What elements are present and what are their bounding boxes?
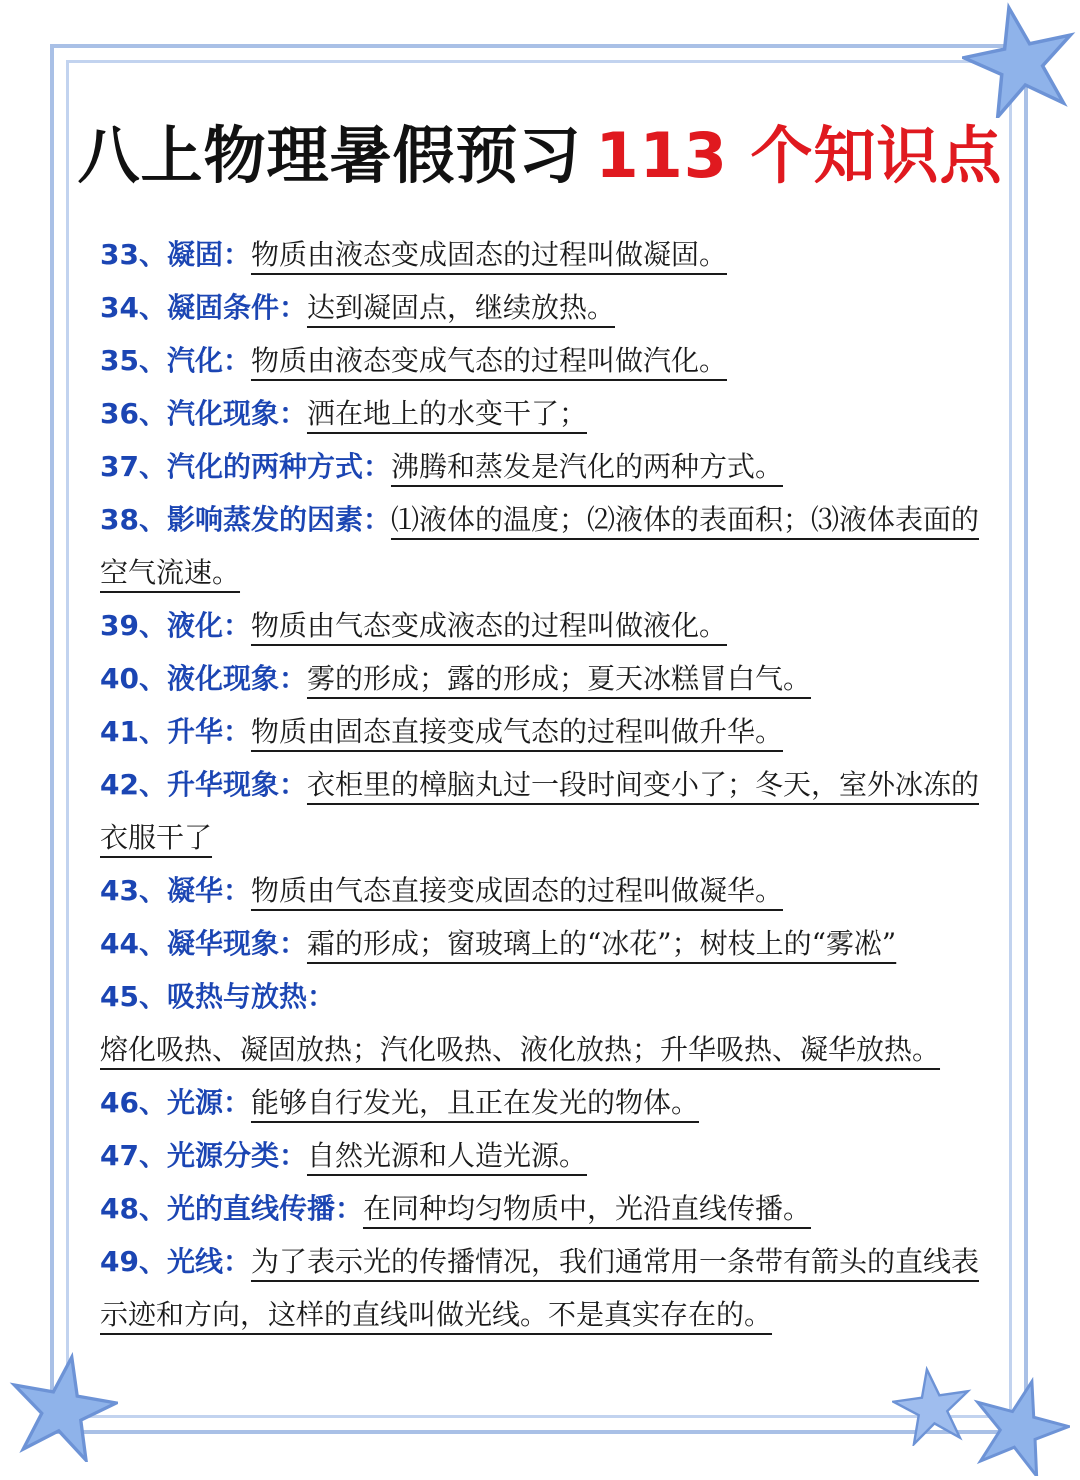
title-highlight: 113 个知识点 — [595, 119, 1003, 192]
item-definition: 物质由液态变成固态的过程叫做凝固。 — [250, 238, 727, 271]
item-term: 升华： — [166, 715, 251, 748]
item-number: 35、 — [100, 344, 167, 377]
list-item — [100, 758, 1000, 864]
list-item — [100, 1182, 1000, 1235]
list-item — [100, 1235, 1000, 1341]
item-term: 汽化现象： — [166, 397, 307, 430]
item-term: 汽化： — [166, 344, 251, 377]
item-definition: 沸腾和蒸发是汽化的两种方式。 — [390, 450, 783, 483]
item-definition: 物质由气态直接变成固态的过程叫做凝华。 — [250, 874, 783, 907]
item-definition: 物质由固态直接变成气态的过程叫做升华。 — [250, 715, 783, 748]
list-item — [100, 440, 1000, 493]
list-item — [100, 917, 1000, 970]
item-term: 凝华： — [166, 874, 251, 907]
list-item — [100, 599, 1000, 652]
item-term: 光源： — [166, 1086, 251, 1119]
list-item — [100, 1129, 1000, 1182]
item-number: 37、 — [100, 450, 167, 483]
item-term: 凝华现象： — [166, 927, 307, 960]
list-item — [100, 1076, 1000, 1129]
item-number: 41、 — [100, 715, 167, 748]
list-item — [100, 493, 1000, 599]
list-item — [100, 228, 1000, 281]
item-definition: 为了表示光的传播情况，我们通常用一条带有箭头的直线表示迹和方向，这样的直线叫做光线。不是真实存在的。 — [100, 1245, 979, 1331]
title-main: 八上物理暑假预习 — [77, 119, 582, 192]
item-number: 49、 — [100, 1245, 167, 1278]
item-term: 升华现象： — [166, 768, 307, 801]
item-definition: 达到凝固点，继续放热。 — [306, 291, 615, 324]
item-definition: 物质由液态变成气态的过程叫做汽化。 — [250, 344, 727, 377]
item-number: 44、 — [100, 927, 167, 960]
knowledge-list — [100, 228, 1000, 1341]
item-term: 液化现象： — [166, 662, 307, 695]
item-number: 36、 — [100, 397, 167, 430]
item-term: 吸热与放热： — [166, 980, 335, 1013]
star-icon — [970, 1376, 1070, 1476]
item-term: 光源分类： — [166, 1139, 307, 1172]
list-item — [100, 387, 1000, 440]
item-term: 液化： — [166, 609, 251, 642]
item-number: 34、 — [100, 291, 167, 324]
item-number: 39、 — [100, 609, 167, 642]
item-number: 33、 — [100, 238, 167, 271]
item-term: 光线： — [166, 1245, 251, 1278]
item-number: 40、 — [100, 662, 167, 695]
item-term: 凝固条件： — [166, 291, 307, 324]
star-icon — [892, 1366, 972, 1446]
item-definition: 自然光源和人造光源。 — [306, 1139, 587, 1172]
list-item — [100, 864, 1000, 917]
list-item — [100, 281, 1000, 334]
item-number: 48、 — [100, 1192, 167, 1225]
item-number: 38、 — [100, 503, 167, 536]
item-term: 凝固： — [166, 238, 251, 271]
item-definition: 熔化吸热、凝固放热；汽化吸热、液化放热；升华吸热、凝华放热。 — [100, 1033, 941, 1066]
item-definition: 能够自行发光，且正在发光的物体。 — [250, 1086, 699, 1119]
item-term: 光的直线传播： — [166, 1192, 363, 1225]
star-icon — [8, 1352, 118, 1462]
list-item — [100, 705, 1000, 758]
item-definition: ⑴液体的温度；⑵液体的表面积；⑶液体表面的空气流速。 — [100, 503, 979, 589]
page-title — [0, 106, 1080, 195]
item-term: 影响蒸发的因素： — [166, 503, 391, 536]
item-number: 46、 — [100, 1086, 167, 1119]
item-number: 43、 — [100, 874, 167, 907]
item-definition: 在同种均匀物质中，光沿直线传播。 — [362, 1192, 811, 1225]
item-definition: 洒在地上的水变干了； — [306, 397, 587, 430]
item-term: 汽化的两种方式： — [166, 450, 391, 483]
item-number: 47、 — [100, 1139, 167, 1172]
item-definition: 霜的形成；窗玻璃上的“冰花”；树枝上的“雾凇” — [306, 927, 897, 960]
item-definition: 雾的形成；露的形成；夏天冰糕冒白气。 — [306, 662, 811, 695]
item-definition: 物质由气态变成液态的过程叫做液化。 — [250, 609, 727, 642]
list-item — [100, 970, 1000, 1076]
list-item — [100, 652, 1000, 705]
list-item — [100, 334, 1000, 387]
item-number: 45、 — [100, 980, 167, 1013]
item-definition: 衣柜里的樟脑丸过一段时间变小了；冬天，室外冰冻的衣服干了 — [100, 768, 979, 854]
item-number: 42、 — [100, 768, 167, 801]
star-icon — [962, 2, 1078, 118]
